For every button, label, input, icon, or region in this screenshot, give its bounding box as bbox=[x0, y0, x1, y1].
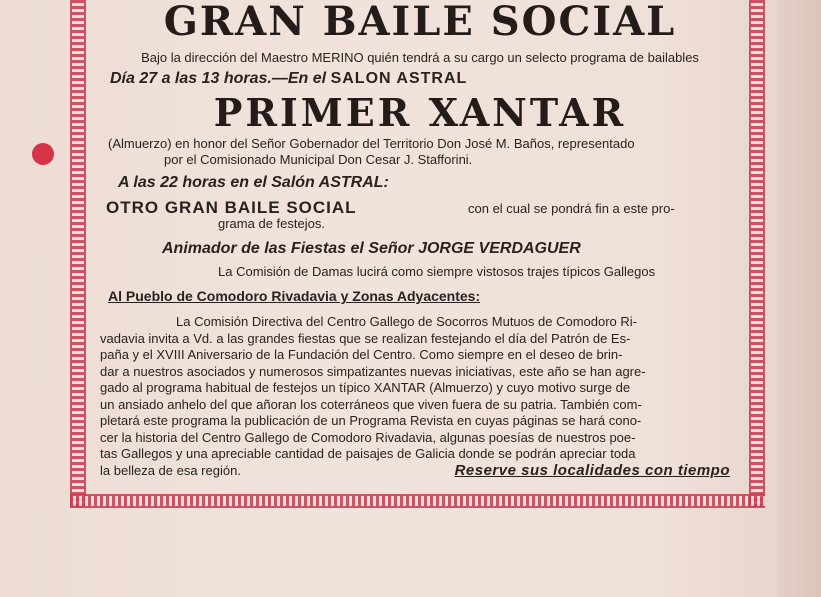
almuerzo-line-1: (Almuerzo) en honor del Señor Gobernador del Territorio Don José M. Baños, representado bbox=[108, 136, 635, 151]
body-line: dar a nuestros asociados y numerosos simpatizantes nuevas iniciativas, este año se han agre- bbox=[100, 363, 646, 379]
day-line bbox=[110, 70, 467, 88]
second-dance-text-2: grama de festejos. bbox=[218, 216, 325, 231]
address-heading: Al Pueblo de Comodoro Rivadavia y Zonas Adyacentes: bbox=[108, 288, 481, 304]
body-line: vadavia invita a Vd. a las grandes fiestas que se realizan festejando el día del Patrón de Es- bbox=[100, 330, 631, 346]
animator-line: Animador de las Fiestas el Señor JORGE VERDAGUER bbox=[162, 240, 581, 257]
day-line-place: SALON ASTRAL bbox=[330, 70, 468, 87]
almuerzo-line-2: por el Comisionado Municipal Don Cesar J. Stafforini. bbox=[164, 152, 473, 167]
body-line: cer la historia del Centro Gallego de Comodoro Rivadavia, algunas poesías de nuestros poe- bbox=[100, 429, 636, 445]
body-line: tas Gallegos y una apreciable cantidad de paisajes de Galicia donde se podrán apreciar toda bbox=[100, 446, 636, 461]
body-line: la belleza de esa región. bbox=[100, 462, 241, 478]
direction-line: Bajo la dirección del Maestro MERINO quién tendrá a su cargo un selecto programa de bailables bbox=[141, 50, 699, 65]
second-dance-text-1: con el cual se pondrá fin a este pro- bbox=[468, 201, 675, 216]
paper-edge bbox=[777, 0, 821, 597]
day-line-prefix: Día 27 a las 13 horas.—En el bbox=[110, 70, 327, 87]
body-line: La Comisión Directiva del Centro Gallego de Socorros Mutuos de Comodoro Ri- bbox=[176, 314, 637, 329]
reserve-footer: Reserve sus localidades con tiempo bbox=[454, 462, 730, 479]
ladies-commission-line: La Comisión de Damas lucirá como siempre vistosos trajes típicos Gallegos bbox=[218, 264, 656, 279]
ornamental-border-right bbox=[749, 0, 765, 507]
second-title: PRIMER XANTAR bbox=[213, 90, 627, 135]
night-line: A las 22 horas en el Salón ASTRAL: bbox=[118, 174, 389, 191]
flyer-content bbox=[100, 0, 740, 494]
main-title: GRAN BAILE SOCIAL bbox=[163, 0, 677, 45]
body-line: paña y el XVIII Aniversario de la Fundación del Centro. Como siempre en el deseo de brin- bbox=[100, 347, 623, 362]
second-dance-title: OTRO GRAN BAILE SOCIAL bbox=[106, 198, 357, 217]
body-line: gado al programa habitual de festejos un típico XANTAR (Almuerzo) y cuyo motivo surge de bbox=[100, 380, 631, 395]
ornamental-border-bottom bbox=[70, 494, 765, 508]
body-line: un ansiado anhelo del que añoran los coterráneos que viven fuera de su patria. También com- bbox=[100, 396, 642, 412]
punch-hole bbox=[32, 143, 54, 165]
body-line: pletará este programa la publicación de un Programa Revista en cuyas páginas se hará cono- bbox=[100, 413, 642, 428]
ornamental-border-left bbox=[70, 0, 86, 507]
invitation-body bbox=[100, 314, 731, 479]
